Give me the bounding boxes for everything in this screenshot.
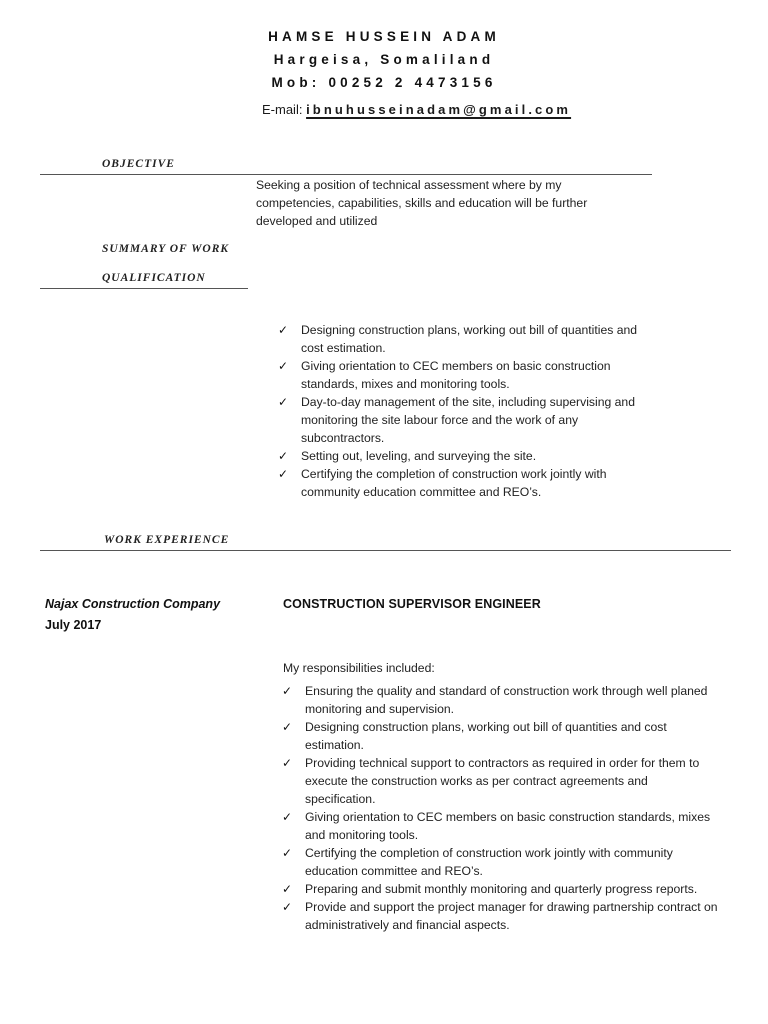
- experience-divider: [40, 550, 731, 551]
- checkmark-icon: ✓: [278, 323, 289, 337]
- list-item: ✓ Day-to-day management of the site, including supervising and monitoring the site labour force and the work of any subcontractors.: [278, 395, 635, 445]
- objective-line: Seeking a position of technical assessment where by my: [256, 178, 562, 192]
- list-item: ✓ Providing technical support to contractors as required in order for them to execute the construction works as per contract agreements and specification.: [282, 756, 700, 806]
- checkmark-icon: ✓: [282, 684, 293, 698]
- objective-divider: [40, 174, 652, 175]
- checkmark-icon: ✓: [278, 449, 289, 463]
- list-item: ✓ Ensuring the quality and standard of construction work through well planed monitoring and supervision.: [282, 684, 708, 716]
- employment-date: July 2017: [45, 618, 102, 632]
- qualification-heading-line1: SUMMARY OF WORK: [102, 243, 230, 255]
- list-item: ✓ Setting out, leveling, and surveying the site.: [278, 449, 537, 463]
- checkmark-icon: ✓: [278, 395, 289, 409]
- checkmark-icon: ✓: [282, 846, 293, 860]
- checkmark-icon: ✓: [282, 810, 293, 824]
- email-address[interactable]: ibnuhusseinadam@gmail.com: [306, 102, 572, 117]
- checkmark-icon: ✓: [278, 359, 289, 373]
- checkmark-icon: ✓: [278, 467, 289, 481]
- list-item: ✓ Giving orientation to CEC members on basic construction standards, mixes and monitoring tools.: [278, 359, 611, 391]
- list-item: ✓ Designing construction plans, working out bill of quantities and cost estimation.: [282, 720, 667, 752]
- responsibilities-intro: My responsibilities included:: [283, 661, 435, 675]
- experience-heading: WORK EXPERIENCE: [104, 534, 230, 546]
- objective-text: [256, 176, 656, 230]
- candidate-name: HAMSE HUSSEIN ADAM: [268, 29, 500, 44]
- responsibilities-list: [282, 682, 732, 934]
- email-row: [262, 102, 571, 117]
- list-item: ✓ Certifying the completion of construction work jointly with community education committee and REO’s.: [278, 467, 607, 499]
- qualification-divider: [40, 288, 248, 289]
- qualification-list: [278, 321, 678, 501]
- email-label: E-mail:: [262, 102, 303, 117]
- list-item: ✓ Provide and support the project manager for drawing partnership contract on administratively and financial aspects.: [282, 900, 718, 932]
- objective-line: developed and utilized: [256, 214, 378, 228]
- list-item: ✓ Preparing and submit monthly monitoring and quarterly progress reports.: [282, 882, 698, 896]
- qualification-heading-line2: QUALIFICATION: [102, 272, 206, 284]
- objective-heading: OBJECTIVE: [102, 158, 175, 170]
- objective-line: competencies, capabilities, skills and education will be further: [256, 196, 588, 210]
- checkmark-icon: ✓: [282, 882, 293, 896]
- checkmark-icon: ✓: [282, 900, 293, 914]
- job-title: CONSTRUCTION SUPERVISOR ENGINEER: [283, 597, 541, 611]
- list-item: ✓ Certifying the completion of construction work jointly with community education committee and REO’s.: [282, 846, 673, 878]
- candidate-mobile: Mob: 00252 2 4473156: [271, 75, 497, 90]
- candidate-location: Hargeisa, Somaliland: [273, 52, 495, 67]
- list-item: ✓ Designing construction plans, working out bill of quantities and cost estimation.: [278, 323, 638, 355]
- checkmark-icon: ✓: [282, 720, 293, 734]
- checkmark-icon: ✓: [282, 756, 293, 770]
- company-name: Najax Construction Company: [45, 597, 221, 611]
- list-item: ✓ Giving orientation to CEC members on basic construction standards, mixes and monitoring tools.: [282, 810, 711, 842]
